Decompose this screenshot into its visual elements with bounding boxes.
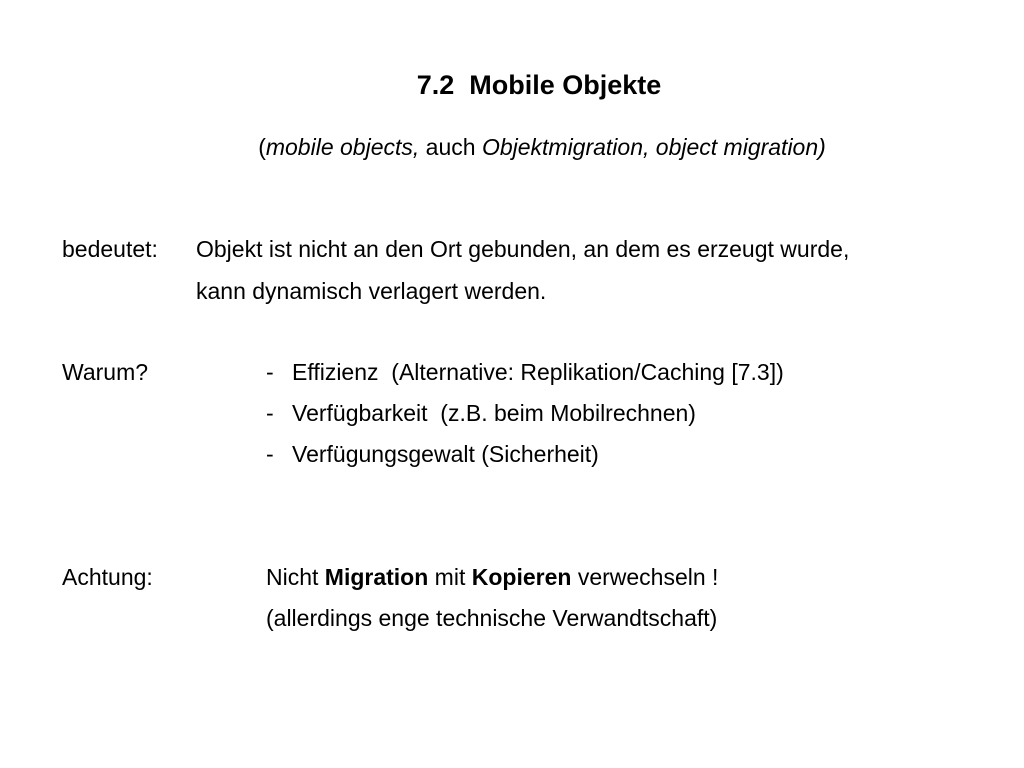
achtung-label: Achtung:	[62, 564, 153, 590]
bedeutet-line-2: kann dynamisch verlagert werden.	[196, 278, 547, 304]
slide-title: 7.2 Mobile Objekte	[416, 70, 662, 100]
subtitle-term-english: mobile objects,	[265, 134, 420, 160]
achtung-term-migration: Migration	[324, 564, 429, 590]
warum-item-efficiency: Effizienz (Alternative: Replikation/Caching [7.3])	[292, 359, 784, 385]
subtitle-open-paren: (	[258, 134, 266, 160]
achtung-line-2: (allerdings enge technische Verwandtschaft)	[266, 605, 718, 631]
bedeutet-label: bedeutet:	[62, 236, 158, 262]
bedeutet-line-1: Objekt ist nicht an den Ort gebunden, an dem es erzeugt wurde,	[196, 236, 850, 262]
warum-item-dash: -	[266, 441, 274, 467]
warum-label: Warum?	[62, 359, 149, 385]
warum-item-dash: -	[266, 359, 274, 385]
achtung-text-mid: mit	[428, 564, 472, 590]
warum-item-control: Verfügungsgewalt (Sicherheit)	[292, 441, 599, 467]
achtung-line-1	[266, 564, 718, 592]
achtung-term-copy: Kopieren	[471, 564, 572, 590]
achtung-text-pre: Nicht	[266, 564, 325, 590]
achtung-text-post: verwechseln !	[571, 564, 719, 590]
slide-subtitle	[0, 134, 1024, 161]
subtitle-connector: auch	[419, 134, 482, 160]
warum-item-dash: -	[266, 400, 274, 426]
warum-item-availability: Verfügbarkeit (z.B. beim Mobilrechnen)	[292, 400, 696, 426]
subtitle-term-german: Objektmigration, object migration)	[481, 134, 826, 160]
